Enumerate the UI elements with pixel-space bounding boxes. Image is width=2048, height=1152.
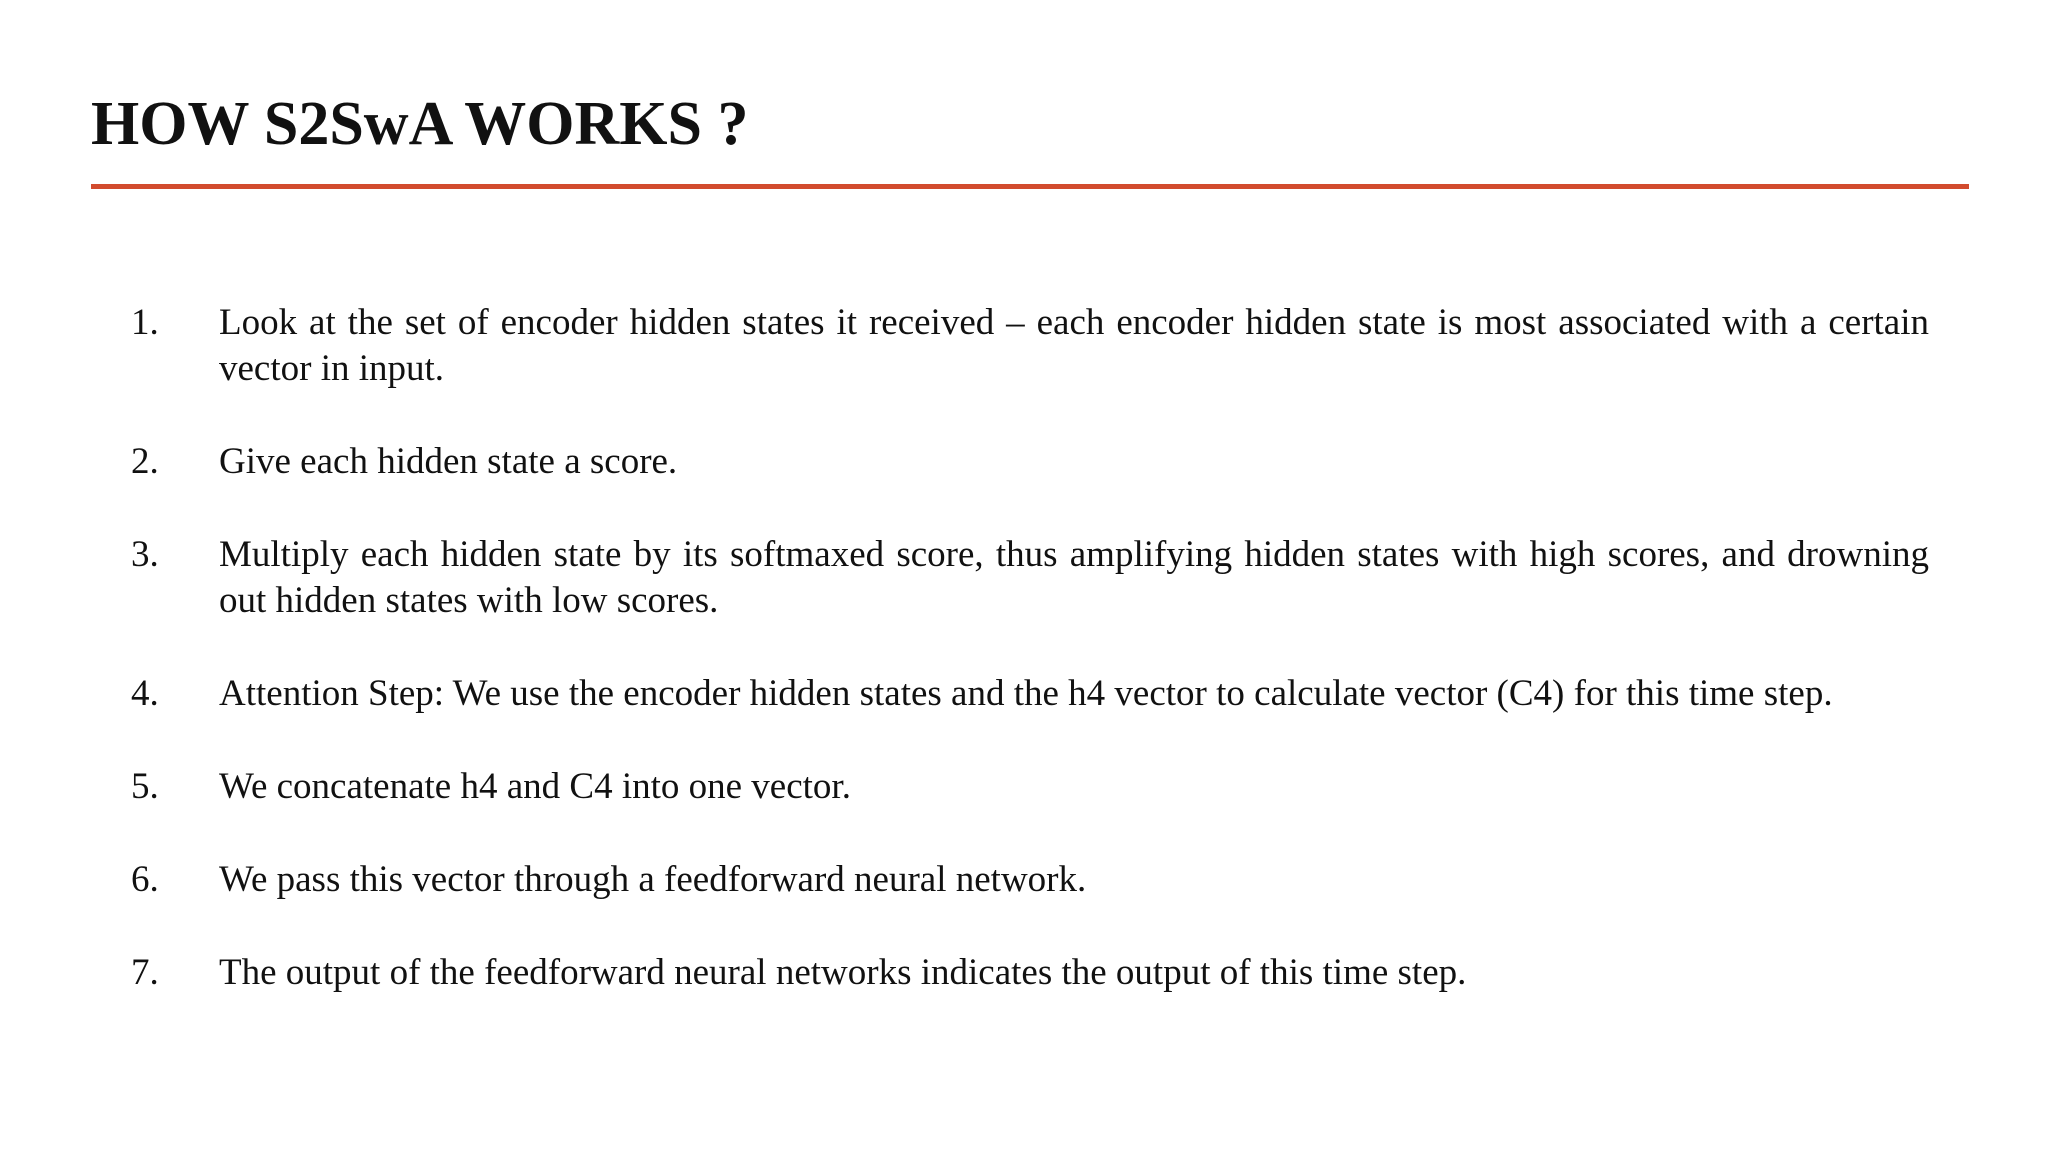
step-text: Look at the set of encoder hidden states it received – each encoder hidden state is most associated with a certain vector in input. — [219, 302, 1929, 389]
step-number: 6. — [131, 859, 159, 900]
list-item — [131, 439, 1929, 485]
step-text: We pass this vector through a feedforward neural network. — [219, 859, 1087, 900]
step-text: We concatenate h4 and C4 into one vector. — [219, 766, 851, 807]
list-item — [131, 671, 1929, 717]
step-text: Multiply each hidden state by its softmaxed score, thus amplifying hidden states with high scores, and drowning out hidden states with low scores. — [219, 534, 1929, 621]
steps-list — [131, 300, 1929, 1043]
step-number: 1. — [131, 302, 159, 343]
step-number: 3. — [131, 534, 159, 575]
step-number: 4. — [131, 673, 159, 714]
step-number: 5. — [131, 766, 159, 807]
step-number: 2. — [131, 441, 159, 482]
step-text: The output of the feedforward neural networks indicates the output of this time step. — [219, 952, 1467, 993]
title-underline — [91, 184, 1969, 189]
list-item — [131, 857, 1929, 903]
slide-title: HOW S2SwA WORKS ? — [91, 90, 749, 158]
step-text: Give each hidden state a score. — [219, 441, 678, 482]
list-item — [131, 532, 1929, 624]
list-item — [131, 300, 1929, 392]
step-number: 7. — [131, 952, 159, 993]
list-item — [131, 764, 1929, 810]
step-text: Attention Step: We use the encoder hidden states and the h4 vector to calculate vector (C4) for this time step. — [219, 673, 1833, 714]
list-item — [131, 950, 1929, 996]
